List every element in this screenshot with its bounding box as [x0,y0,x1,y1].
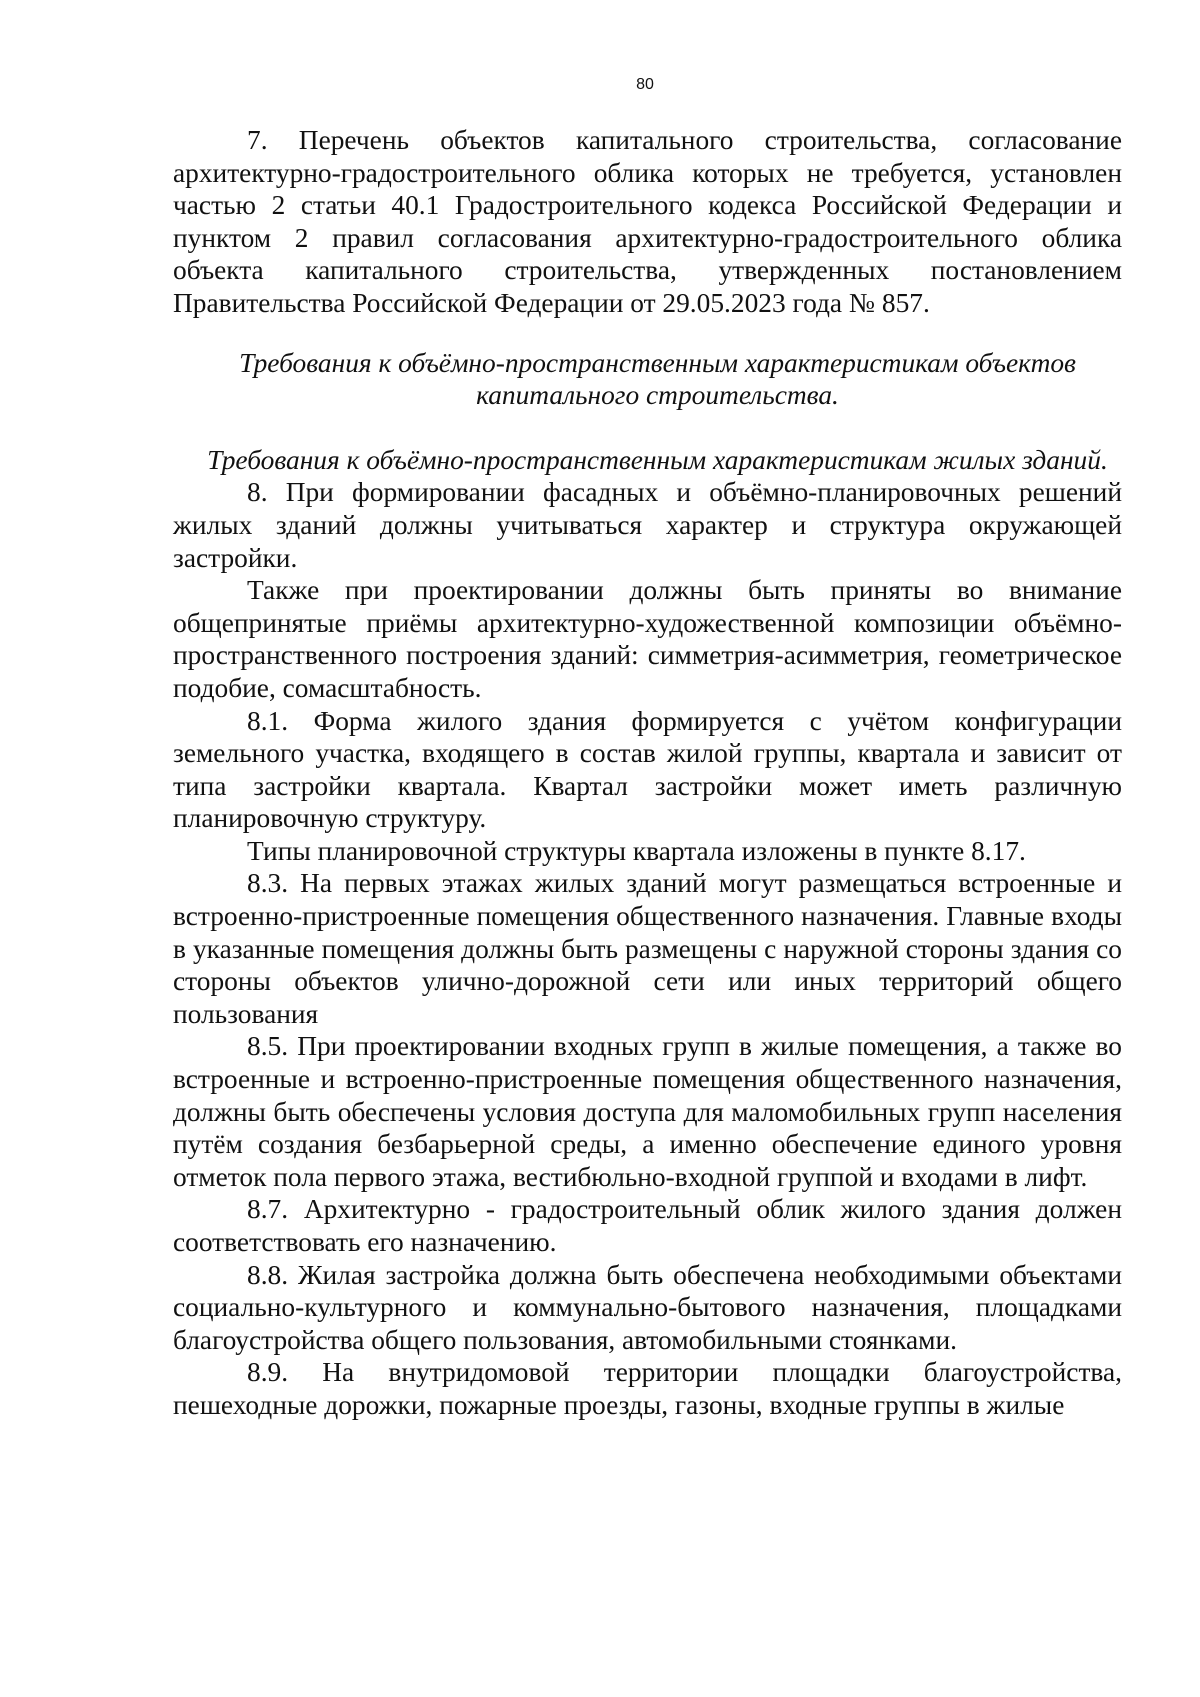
paragraph-8-7: 8.7. Архитектурно - градостроительный облик жилого здания должен соответствовать его назначению. [173,1194,1122,1257]
paragraph-8-1-types: Типы планировочной структуры квартала изложены в пункте 8.17. [247,835,1026,866]
paragraph-8-9: 8.9. На внутридомовой территории площадки благоустройства, пешеходные дорожки, пожарные проезды, газоны, входные группы в жилые [173,1357,1122,1420]
document-body [173,124,1122,1422]
paragraph-8-8: 8.8. Жилая застройка должна быть обеспечена необходимыми объектами социально-культурного и коммунально-бытового назначения, площадками благоустройства общего пользования, автомобильными стоянками. [173,1259,1122,1355]
paragraph-8: 8. При формировании фасадных и объёмно-планировочных решений жилых зданий должны учитываться характер и структура окружающей застройки. [173,477,1122,573]
section-heading-residential-buildings: Требования к объёмно-пространственным характеристикам жилых зданий. [207,444,1108,475]
paragraph-8-3: 8.3. На первых этажах жилых зданий могут размещаться встроенные и встроенно-пристроенные помещения общественного назначения. Главные входы в указанные помещения должны быть размещены с наружной стороны здания со стороны объектов улично-дорожной сети или иных территорий общего пользования [173,868,1122,1029]
page-number: 80 [636,76,654,93]
paragraph-8-composition: Также при проектировании должны быть приняты во внимание общепринятые приёмы архитектурно-художественной композиции объёмно-пространственного построения зданий: симметрия-асимметрия, геометрическое подобие, сомасштабность. [173,575,1122,703]
paragraph-7: 7. Перечень объектов капитального строительства, согласование архитектурно-градостроительного облика которых не требуется, установлен частью 2 статьи 40.1 Градостроительного кодекса Российской Федерации и пунктом 2 правил согласования архитектурно-градостроительного облика объекта капитального строительства, утвержденных постановлением Правительства Российской Федерации от 29.05.2023 года № 857. [173,125,1122,318]
paragraph-8-5: 8.5. При проектировании входных групп в жилые помещения, а также во встроенные и встроенно-пристроенные помещения общественного назначения, должны быть обеспечены условия доступа для маломобильных групп населения путём создания безбарьерной среды, а именно обеспечение единого уровня отметок пола первого этажа, вестибюльно-входной группой и входами в лифт. [173,1031,1122,1192]
section-heading-building-characteristics: Требования к объёмно-пространственным характеристикам объектов капитального строительства. [239,347,1076,411]
paragraph-8-1: 8.1. Форма жилого здания формируется с учётом конфигурации земельного участка, входящего в состав жилой группы, квартала и зависит от типа застройки квартала. Квартал застройки может иметь различную планировочную структуру. [173,705,1122,834]
